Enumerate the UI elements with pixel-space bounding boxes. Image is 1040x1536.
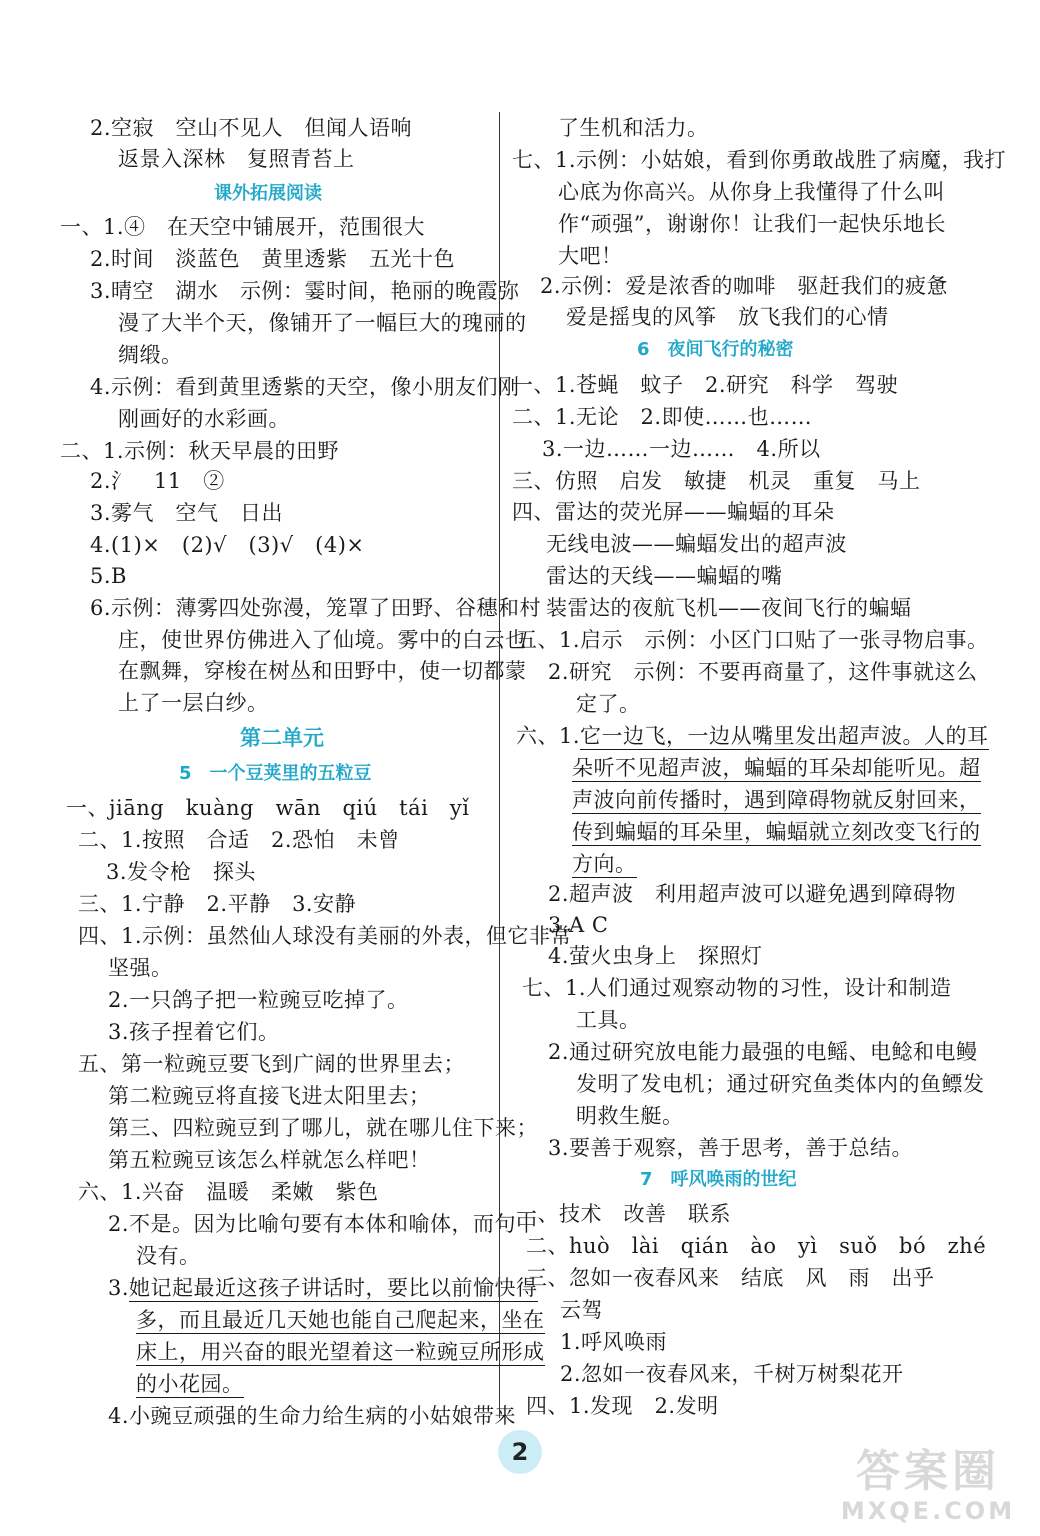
lesson-heading-5: 5 一个豆荚里的五粒豆 [179, 763, 372, 784]
answer-line: 第五粒豌豆该怎么样就怎么样吧！ [108, 1148, 431, 1172]
answer-line: 四、雷达的荧光屏——蝙蝠的耳朵 [512, 500, 835, 524]
answer-line [136, 1369, 244, 1399]
answer-line: 了生机和活力。 [558, 116, 709, 140]
answer-line: 二、1.示例：秋天早晨的田野 [60, 439, 340, 463]
answer-line [572, 817, 981, 847]
answer-line: 六、1.兴奋 温暖 柔嫩 紫色 [78, 1180, 379, 1204]
answer-line: 七、1.人们通过观察动物的习性，设计和制造 [522, 976, 952, 1000]
answer-line: 3.雾气 空气 日出 [90, 501, 284, 525]
answer-line [108, 1273, 538, 1303]
answer-line: 5.B [90, 564, 127, 588]
answer-line: 一、1.④ 在天空中铺展开，范围很大 [60, 215, 426, 239]
lesson-heading-7: 7 呼风唤雨的世纪 [640, 1169, 797, 1190]
underlined-text: 传到蝙蝠的耳朵里，蝙蝠就立刻改变飞行的 [572, 820, 981, 844]
answer-line [136, 1337, 545, 1367]
answer-line: 大吧！ [558, 244, 623, 268]
underlined-text: 她记起最近这孩子讲话时，要比以前愉快得 [129, 1276, 538, 1300]
answer-line: 雷达的天线——蝙蝠的嘴 [546, 564, 783, 588]
underlined-text: 方向。 [572, 852, 637, 876]
answer-line: 庄，使世界仿佛进入了仙境。雾中的白云也 [118, 628, 527, 652]
lesson-heading-6: 6 夜间飞行的秘密 [637, 339, 794, 360]
answer-line: 没有。 [136, 1244, 201, 1268]
answer-line: 3.孩子捏着它们。 [108, 1020, 280, 1044]
answer-line: 三、1.宁静 2.平静 3.安静 [78, 892, 357, 916]
watermark-text: 答案圈 [856, 1446, 1000, 1497]
answer-line: 四、1.发现 2.发明 [526, 1394, 719, 1418]
answer-line: 漫了大半个天，像铺开了一幅巨大的瑰丽的 [118, 311, 527, 335]
answer-line: 一、1.苍蝇 蚊子 2.研究 科学 驾驶 [512, 373, 899, 397]
section-heading-extra-reading: 课外拓展阅读 [214, 183, 322, 204]
underlined-text: 多，而且最近几天她也能自己爬起来，坐在 [136, 1308, 545, 1332]
page-number: 2 [498, 1430, 542, 1474]
answer-line: 工具。 [576, 1008, 641, 1032]
answer-line [516, 721, 989, 751]
answer-line: 三、仿照 启发 敏捷 机灵 重复 马上 [512, 469, 921, 493]
answer-line: 五、第一粒豌豆要飞到广阔的世界里去； [78, 1052, 465, 1076]
answer-line: 2.一只鸽子把一粒豌豆吃掉了。 [108, 988, 409, 1012]
answer-line: 2.不是。因为比喻句要有本体和喻体，而句中 [108, 1212, 538, 1236]
answer-line: 3.发令枪 探头 [106, 860, 257, 884]
answer-line: 爱是摇曳的风筝 放飞我们的心情 [566, 305, 889, 329]
underlined-text: 的小花园。 [136, 1372, 244, 1396]
answer-line: 2.空寂 空山不见人 但闻人语响 [90, 116, 413, 140]
underlined-text: 它一边飞，一边从嘴里发出超声波。人的耳 [580, 724, 989, 748]
answer-line: 二、1.无论 2.即使……也…… [512, 405, 813, 429]
underlined-text: 声波向前传播时，遇到障碍物就反射回来， [572, 788, 981, 812]
answer-line: 定了。 [576, 692, 641, 716]
answer-line: 2.氵 11 ② [90, 469, 225, 493]
answer-line [572, 849, 637, 879]
answer-line: 1.呼风唤雨 [560, 1330, 668, 1354]
answer-line: 6.示例：薄雾四处弥漫，笼罩了田野、谷穗和村 [90, 596, 542, 620]
underlined-text: 床上，用兴奋的眼光望着这一粒豌豆所形成 [136, 1340, 545, 1364]
answer-line: 无线电波——蝙蝠发出的超声波 [546, 532, 847, 556]
answer-line: 4.示例：看到黄里透紫的天空，像小朋友们刚 [90, 375, 520, 399]
answer-line: 二、huò lài qián ào yì suǒ bó zhé [526, 1234, 987, 1258]
answer-line: 刚画好的水彩画。 [118, 407, 290, 431]
watermark-logo [826, 1448, 1030, 1532]
answer-line: 一、jiāng kuàng wān qiú tái yǐ [66, 796, 470, 820]
answer-line: 2.超声波 利用超声波可以避免遇到障碍物 [548, 882, 957, 906]
answer-line: 七、1.示例：小姑娘，看到你勇敢战胜了病魔，我打 [512, 148, 1007, 172]
answer-line: 云驾 [560, 1298, 603, 1322]
answer-line: 绸缎。 [118, 343, 183, 367]
answer-line: 4.萤火虫身上 探照灯 [548, 944, 763, 968]
answer-line: 作“顽强”，谢谢你！让我们一起快乐地长 [558, 212, 946, 236]
answer-line [572, 785, 981, 815]
underlined-text: 朵听不见超声波，蝙蝠的耳朵却能听见。超 [572, 756, 981, 780]
watermark-url: MXQE.COM [840, 1497, 1016, 1525]
answer-line: 上了一层白纱。 [118, 691, 269, 715]
answer-line: 2.时间 淡蓝色 黄里透紫 五光十色 [90, 247, 456, 271]
answer-line: 4.(1)× (2)√ (3)√ (4)× [90, 533, 365, 557]
answer-line: 3.晴空 湖水 示例：霎时间，艳丽的晚霞弥 [90, 279, 520, 303]
answer-line: 装雷达的夜航飞机——夜间飞行的蝙蝠 [546, 596, 912, 620]
answer-line: 发明了发电机；通过研究鱼类体内的鱼鳔发 [576, 1072, 985, 1096]
answer-line: 返景入深林 复照青苔上 [118, 147, 355, 171]
answer-line: 2.通过研究放电能力最强的电鳐、电鲶和电鳗 [548, 1040, 978, 1064]
answer-line: 2.研究 示例：不要再商量了，这件事就这么 [548, 660, 978, 684]
answer-line: 4.小豌豆顽强的生命力给生病的小姑娘带来 [108, 1404, 517, 1428]
answer-line: 坚强。 [108, 956, 173, 980]
answer-line: 3.A C [548, 913, 609, 937]
answer-line: 第三、四粒豌豆到了哪儿，就在哪儿住下来； [108, 1116, 538, 1140]
answer-line: 2.忽如一夜春风来，千树万树梨花开 [560, 1362, 904, 1386]
answer-line: 3.要善于观察，善于思考，善于总结。 [548, 1136, 914, 1160]
answer-line: 二、1.按照 合适 2.恐怕 未曾 [78, 828, 400, 852]
answer-line: 三、忽如一夜春风来 结底 风 雨 出乎 [526, 1266, 935, 1290]
unit-title: 第二单元 [240, 726, 324, 750]
answer-line: 心底为你高兴。从你身上我懂得了什么叫 [558, 180, 945, 204]
answer-line [572, 753, 981, 783]
answer-line: 2.示例：爱是浓香的咖啡 驱赶我们的疲惫 [540, 274, 949, 298]
answer-line [136, 1305, 545, 1335]
item-number: 六、1. [516, 724, 581, 748]
answer-line: 一、技术 改善 联系 [516, 1202, 731, 1226]
answer-line: 五、1.启示 示例：小区门口贴了一张寻物启事。 [516, 628, 989, 652]
answer-line: 明救生艇。 [576, 1104, 684, 1128]
answer-line: 四、1.示例：虽然仙人球没有美丽的外表，但它非常 [78, 924, 573, 948]
answer-line: 3.一边……一边…… 4.所以 [542, 437, 821, 461]
answer-line: 第二粒豌豆将直接飞进太阳里去； [108, 1084, 431, 1108]
item-number: 3. [108, 1276, 130, 1300]
column-divider [499, 112, 500, 1418]
answer-line: 在飘舞，穿梭在树丛和田野中，使一切都蒙 [118, 659, 527, 683]
